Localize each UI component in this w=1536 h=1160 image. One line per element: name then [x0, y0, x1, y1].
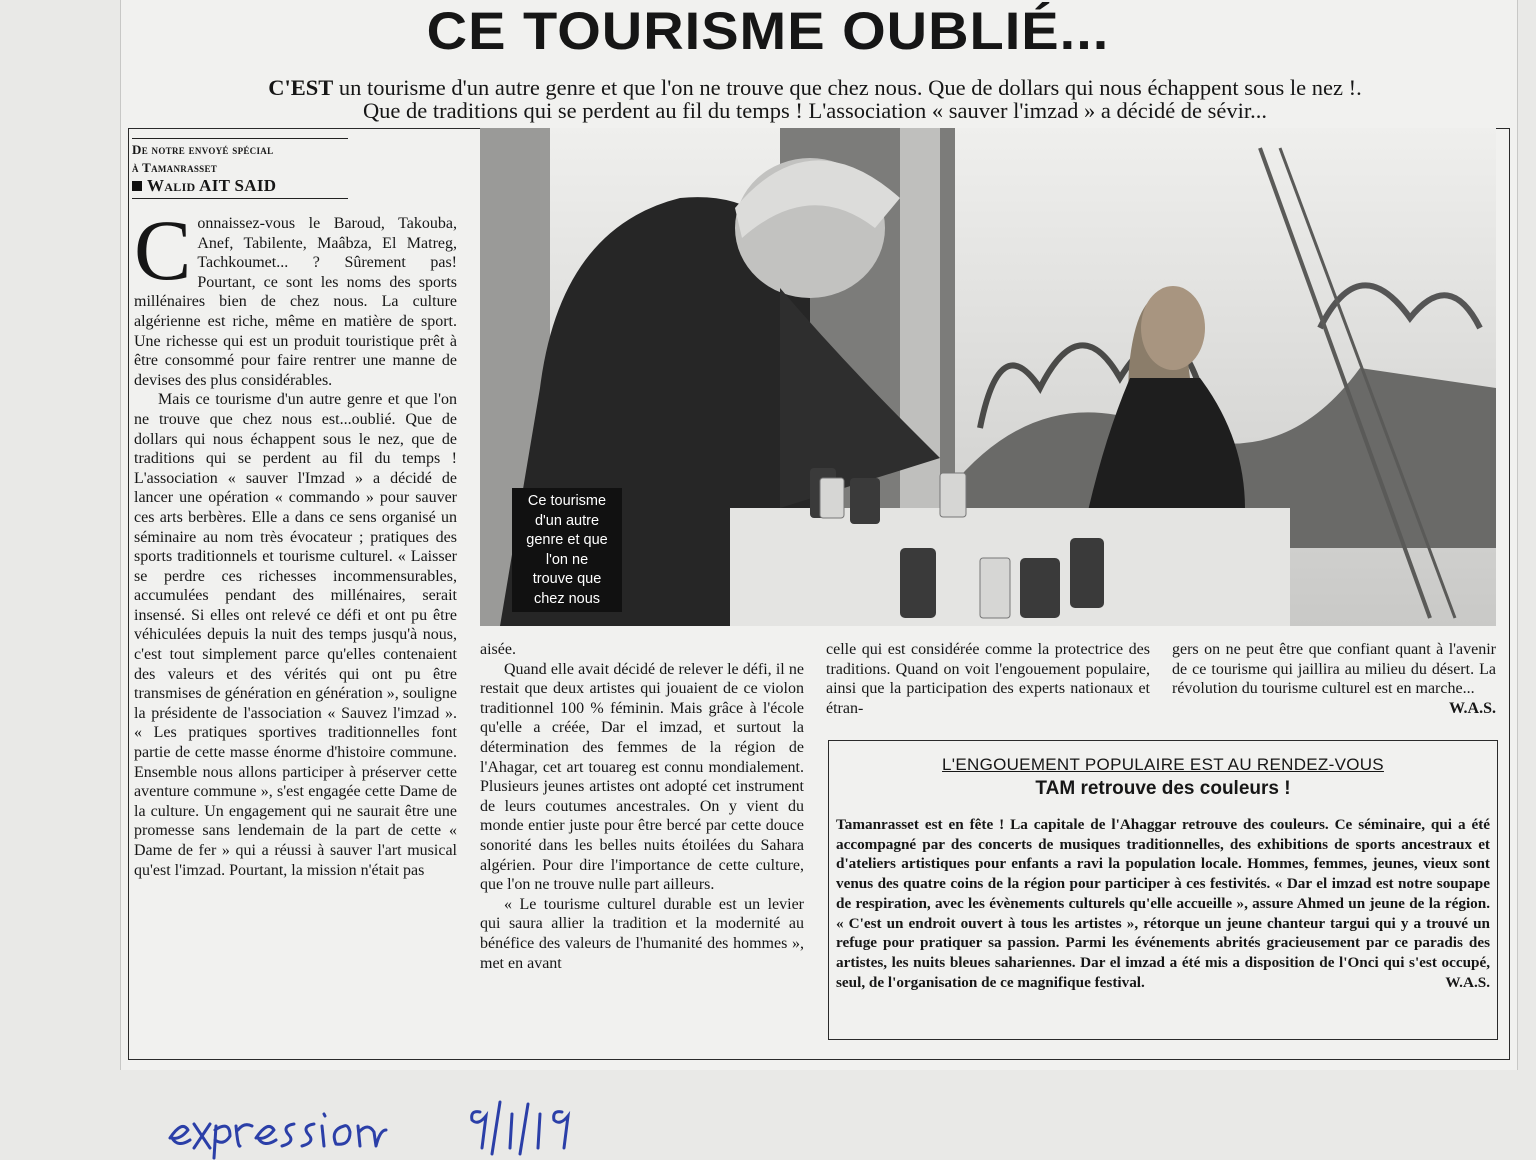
- sidebar-title: TAM retrouve des couleurs !: [1035, 778, 1291, 799]
- caption-line: d'un autre: [534, 512, 600, 529]
- caption-line: genre et que: [526, 532, 608, 548]
- article-column-3: [826, 640, 1150, 718]
- caption-line: trouve que: [532, 571, 602, 587]
- photo-image: [480, 128, 1496, 626]
- article-column-4: [1172, 640, 1496, 718]
- deck-line-2: Que de traditions qui se perdent au fil du temps ! L'association « sauver l'imzad » a décidé de sévir...: [362, 98, 1268, 123]
- byline-author: Walid AIT SAID: [147, 176, 277, 195]
- sidebar-signature: W.A.S.: [1445, 973, 1490, 991]
- col4-paragraph-1: [1172, 640, 1496, 717]
- article-column-2: [480, 640, 804, 973]
- byline: [132, 138, 348, 199]
- paragraph: [134, 202, 457, 390]
- handwritten-note: [160, 1090, 620, 1160]
- deck-line-1-text: un tourisme d'un autre genre et que l'on ne trouve que chez nous. Que de dollars qui nous échappent sous le nez !.: [333, 75, 1362, 100]
- caption-line: Ce tourisme: [527, 493, 607, 509]
- byline-rule: [132, 138, 348, 139]
- headline: CE TOURISME OUBLIÉ...: [426, 0, 1110, 61]
- square-bullet-icon: [132, 181, 142, 191]
- byline-line-1: De notre envoyé spécial: [132, 142, 274, 157]
- byline-author-row: [132, 177, 348, 195]
- byline-line-2: à Tamanrasset: [132, 160, 218, 175]
- col2-paragraph-3: « Le tourisme culturel durable est un levier qui saura allier la tradition et la modernité au bénéfice des valeurs de l'humanité des hommes », met en avant: [480, 895, 804, 972]
- caption-line: l'on ne: [545, 551, 589, 568]
- caption-line: chez nous: [533, 590, 601, 607]
- article-signature: W.A.S.: [1449, 699, 1496, 717]
- sidebar-body: Tamanrasset est en fête ! La capitale de l'Ahaggar retrouve des couleurs. Ce séminaire, qui a été accompagné par des concerts de musiques traditionnelles, des exhibitions de sports ancestraux et d'ateliers artistiques pour enfants a ravi la population locale. Hommes, femmes, jeunes, vieux sont venus des quatre coins de la région pour participer à ces festivités. « Dar el imzad est notre soupape de respiration, avec les évènements culturels qu'elle accueille », assure Ahmed un jeune de la région. « C'est un endroit ouvert à tous les artistes », rétorque un jeune chanteur targui qui y a trouvé un refuge pour pratiquer sa passion. Parmi les événements abrités gracieusement par ce paradis des artistes, les nuits bleues sahariennes. Dar el imzad a été mis a disposition de l'Onci qui s'est occupé, seul, de l'organisation de ce magnifique festival.: [836, 816, 1490, 991]
- sidebar-box: [828, 740, 1498, 1040]
- byline-rule-bottom: [132, 198, 348, 199]
- col2-paragraph-1: aisée.: [480, 641, 516, 658]
- col1-paragraph-1: onnaissez-vous le Baroud, Takouba, Anef, Tabilente, Maâbza, El Matreg, Tachkoumet... ? Sûrement pas! Pourtant, ce sont les noms des sports millénaires bien de chez nous. La culture algérienne est riche, même en matière de sport. Une richesse qui est un produit touristique prêt à être consommé pour faire rentrer une manne de devises des plus considérables.: [134, 215, 457, 389]
- col4-text: gers on ne peut être que confiant quant à l'avenir de ce tourisme qui jaillira au milieu du désert. La révolution du tourisme culturel est en marche...: [1172, 641, 1496, 698]
- photo-caption: [512, 488, 622, 612]
- sidebar-text: [836, 815, 1490, 992]
- deck-lead: C'EST: [268, 75, 334, 100]
- article-column-1: [134, 202, 458, 880]
- col2-paragraph-2: Quand elle avait décidé de relever le défi, il ne restait que deux artistes qui jouaient de ce violon traditionnel 100 % féminin. Mais grâce à l'école qu'elle a créée, Dar el imzad, et surtout la détermination des femmes de la région de l'Ahagar, cet art touareg est connu mondialement. Plusieurs jeunes artistes ont adopté cet instrument de leurs coutumes ancestrales. On y vient du monde entier juste pour être bercé par cette douce sonorité dans les belles nuits étoilées du Sahara algérien. Pour dire l'importance de cette culture, que l'on ne trouve nulle part ailleurs.: [480, 660, 804, 894]
- drop-cap: C: [134, 202, 192, 298]
- article-photo: [480, 128, 1496, 626]
- col1-paragraph-2: Mais ce tourisme d'un autre genre et que l'on ne trouve que chez nous est...oublié. Que de dollars qui nous échappent sous le nez, que de traditions qui se perdent au fil du temps ! L'association « sauver l'Imzad » a décidé de lancer une opération « commando » pour sauver ces arts berbères. Elle a dans ce sens organisé un séminaire au nom très évocateur ; pratiques des sports traditionnels et tourisme culturel. « Laisser se perdre ces richesses incommensurables, accumulées pendant des millénaires, serait insensé. Si elles ont relevé ce défi et ont pu être véhiculées depuis la nuit des temps jusqu'à nous, c'est tout simplement parce qu'elles contenaient des valeurs et des vérités qui ont pu être transmises de génération en génération », souligne la présidente de l'association « Sauvez l'imzad ». « Les pratiques sportives traditionnelles font partie de cette masse énorme d'histoire commune. Ensemble nous allons participer à préserver cette aventure commune », s'est engagée cette Dame de la culture. Un engagement qui ne saurait être une promesse sans lendemain de la part de cette « Dame de fer » qui a réussi à sauver l'art musical qu'est l'imzad. Pourtant, la mission n'était pas: [134, 391, 458, 879]
- sidebar-kicker: L'ENGOUEMENT POPULAIRE EST AU RENDEZ-VOUS: [942, 755, 1384, 774]
- col3-paragraph-1: celle qui est considérée comme la protectrice des traditions. Quand on voit l'engouement populaire, ainsi que la participation des experts nationaux et étran-: [826, 641, 1150, 717]
